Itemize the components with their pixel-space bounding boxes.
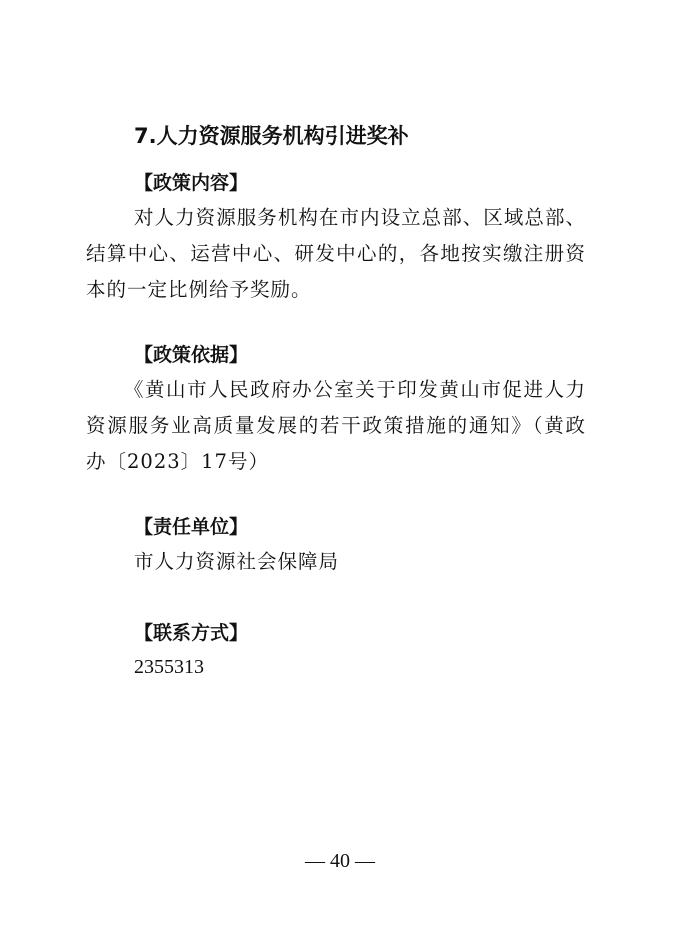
contact-label: 【联系方式】 [134,622,249,644]
policy-basis-text: 《黄山市人民政府办公室关于印发黄山市促进人力资源服务业高质量发展的若干政策措施的通知》（黄政办〔2023〕17号） [86,378,586,473]
policy-content-label: 【政策内容】 [134,172,249,194]
page-number: — 40 — [305,850,375,872]
contact-phone: 2355313 [134,656,204,678]
responsible-unit-label: 【责任单位】 [134,516,249,538]
responsible-unit-text: 市人力资源社会保障局 [134,550,340,573]
policy-content-text: 对人力资源服务机构在市内设立总部、区域总部、结算中心、运营中心、研发中心的，各地按实缴注册资本的一定比例给予奖励。 [86,206,586,301]
section-heading: 7.人力资源服务机构引进奖补 [134,124,409,148]
policy-basis-label: 【政策依据】 [134,344,249,366]
